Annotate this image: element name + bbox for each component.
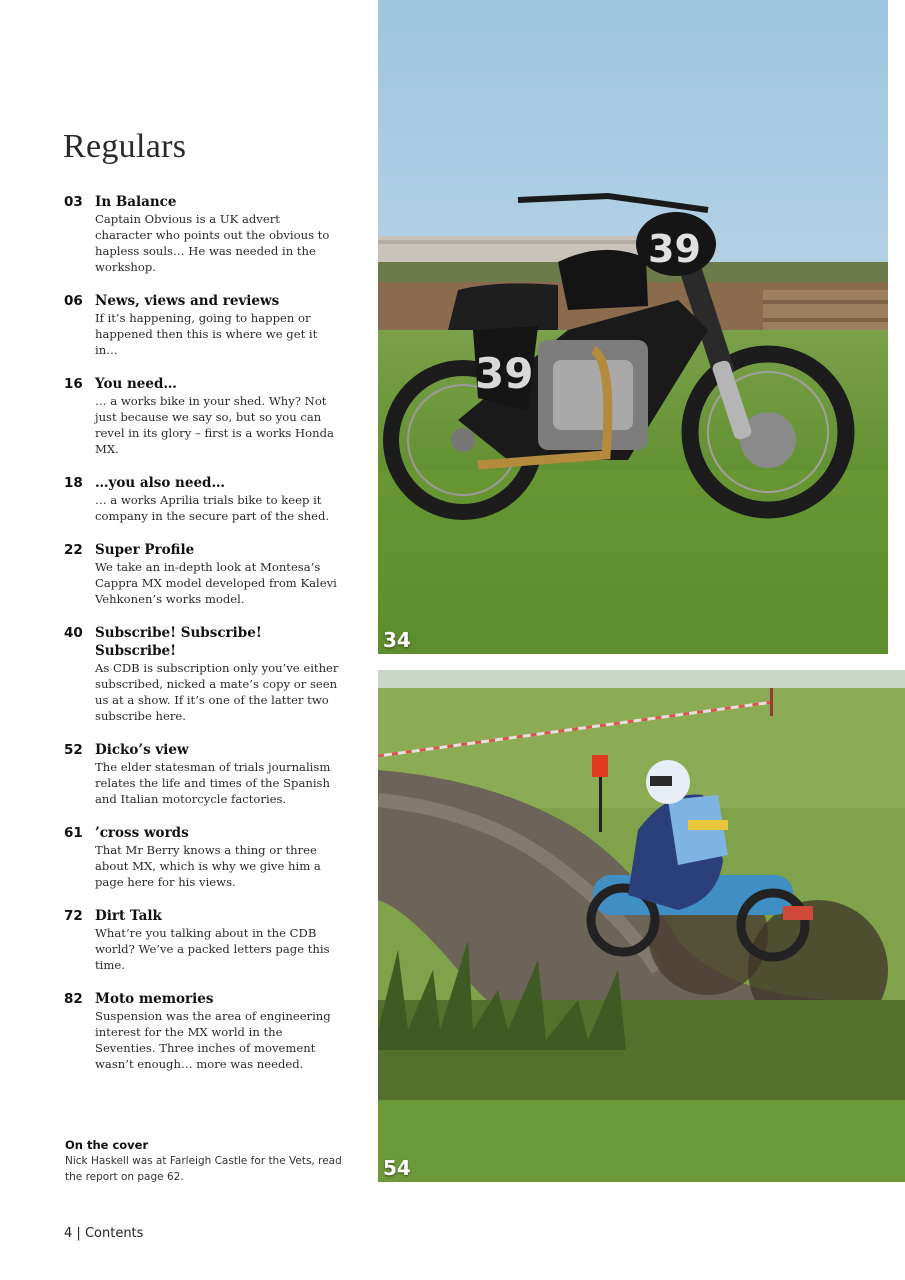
toc-page-number: 03 <box>64 194 83 210</box>
toc-item[interactable] <box>64 824 339 890</box>
toc-title: Moto memories <box>95 991 214 1007</box>
motorcycle-photo-image <box>378 0 888 654</box>
front-number-plate: 39 <box>648 227 701 271</box>
toc-item[interactable] <box>64 193 339 275</box>
toc-description: We take an in-depth look at Montesa’s Cappra MX model developed from Kalevi Vehkonen’s works model. <box>95 560 337 606</box>
toc-title: ’cross words <box>95 825 189 841</box>
toc-item[interactable] <box>64 375 339 457</box>
toc-item[interactable] <box>64 474 339 524</box>
toc-description: … a works Aprilia trials bike to keep it company in the secure part of the shed. <box>95 493 330 523</box>
toc-item[interactable] <box>64 541 339 607</box>
toc-description: … a works bike in your shed. Why? Not just because we say so, but so you can revel in its glory – first is a works Honda MX. <box>95 394 334 456</box>
toc-description: Suspension was the area of engineering interest for the MX world in the Seventies. Three inches of movement wasn’t enough… more was needed. <box>95 1009 331 1071</box>
cover-note-text: Nick Haskell was at Farleigh Castle for the Vets, read the report on page 62. <box>65 1155 342 1183</box>
toc-title: Subscribe! Subscribe! Subscribe! <box>95 625 262 659</box>
footer-section-label: Contents <box>84 1226 144 1241</box>
toc-title: Super Profile <box>95 542 195 558</box>
toc-page-number: 82 <box>64 991 83 1007</box>
toc-page-number: 61 <box>64 825 83 841</box>
trials-rider-photo-image <box>378 670 905 1182</box>
toc-page-number: 52 <box>64 742 83 758</box>
toc-description: If it’s happening, going to happen or happened then this is where we get it in… <box>95 311 318 357</box>
toc-page-number: 16 <box>64 376 83 392</box>
toc-page-number: 72 <box>64 908 83 924</box>
toc-page-number: 40 <box>64 625 83 641</box>
toc-item[interactable] <box>64 624 339 724</box>
toc-title: Dirt Talk <box>95 908 162 924</box>
toc-title: Dicko’s view <box>95 742 189 758</box>
photo-page-ref: 34 <box>383 628 411 652</box>
toc-page-number: 18 <box>64 475 83 491</box>
toc-item[interactable] <box>64 907 339 973</box>
toc-page-number: 06 <box>64 293 83 309</box>
trials-rider-photo[interactable] <box>378 670 905 1182</box>
toc-description: That Mr Berry knows a thing or three about MX, which is why we give him a page here for his views. <box>95 843 321 889</box>
toc-item[interactable] <box>64 990 339 1072</box>
toc-page-number: 22 <box>64 542 83 558</box>
photo-page-ref: 54 <box>383 1156 411 1180</box>
motorcycle-photo[interactable] <box>378 0 888 654</box>
side-number-plate: 39 <box>475 349 534 398</box>
toc-title: News, views and reviews <box>95 293 280 309</box>
toc-title: …you also need… <box>95 475 225 491</box>
footer-separator: | <box>76 1226 81 1241</box>
toc-description: Captain Obvious is a UK advert character who points out the obvious to hapless souls… He was needed in the workshop. <box>95 212 330 274</box>
contents-list <box>64 193 339 1089</box>
toc-description: As CDB is subscription only you’ve either subscribed, nicked a mate’s copy or seen us at a show. If it’s one of the latter two subscribe here. <box>95 661 339 723</box>
toc-title: In Balance <box>95 194 177 210</box>
toc-title: You need… <box>95 376 177 392</box>
page-footer <box>64 1226 143 1241</box>
section-title: Regulars <box>63 128 187 165</box>
cover-note-title: On the cover <box>65 1138 149 1152</box>
toc-item[interactable] <box>64 741 339 807</box>
footer-page-number: 4 <box>64 1226 73 1241</box>
toc-description: The elder statesman of trials journalism relates the life and times of the Spanish and Italian motorcycle factories. <box>95 760 331 806</box>
toc-item[interactable] <box>64 292 339 358</box>
toc-description: What’re you talking about in the CDB world? We’ve a packed letters page this time. <box>95 926 330 972</box>
cover-note <box>65 1137 345 1185</box>
